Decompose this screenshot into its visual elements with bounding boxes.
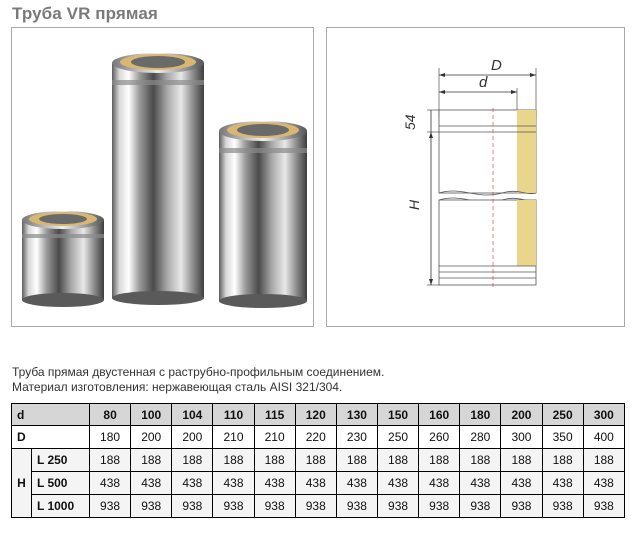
cell-d: 160 (419, 404, 460, 426)
cell-D: 210 (213, 426, 254, 449)
product-description (12, 365, 384, 395)
cell-H: 438 (501, 472, 542, 495)
cell-d: 100 (131, 404, 172, 426)
row-label-d: d (12, 404, 90, 426)
page-title: Труба VR прямая (12, 4, 158, 23)
label-d: d (479, 74, 488, 91)
cell-D: 300 (501, 426, 542, 449)
cell-d: 120 (295, 404, 336, 426)
cell-H: 438 (419, 472, 460, 495)
cell-H: 188 (254, 449, 295, 472)
technical-drawing (326, 27, 625, 327)
pipe-medium (219, 121, 307, 308)
cell-D: 200 (172, 426, 213, 449)
specs-table (11, 403, 625, 518)
cell-d: 110 (213, 404, 254, 426)
label-D: D (491, 57, 502, 74)
cell-H: 188 (501, 449, 542, 472)
pipe-cross-section-drawing (327, 28, 626, 328)
cell-d: 200 (501, 404, 542, 426)
label-54: 54 (402, 114, 418, 130)
cell-H: 938 (131, 495, 172, 518)
cell-D: 210 (254, 426, 295, 449)
cell-d: 300 (583, 404, 624, 426)
cell-H: 438 (213, 472, 254, 495)
description-line-1: Труба прямая двустенная с раструбно-профильным соединением. (12, 365, 385, 379)
cell-H: 938 (460, 495, 501, 518)
cell-H: 938 (90, 495, 131, 518)
cell-H: 188 (213, 449, 254, 472)
cell-H: 188 (336, 449, 377, 472)
cell-H: 938 (419, 495, 460, 518)
label-H: H (406, 199, 422, 210)
pipe-small (22, 211, 104, 307)
cell-d: 115 (254, 404, 295, 426)
cell-D: 200 (131, 426, 172, 449)
cell-H: 188 (90, 449, 131, 472)
row-label-D: D (12, 426, 90, 449)
cell-H: 188 (131, 449, 172, 472)
cell-H: 938 (583, 495, 624, 518)
description-line-2: Материал изготовления: нержавеющая сталь AISI 321/304. (12, 380, 343, 394)
table-row-H (12, 495, 625, 518)
cell-H: 938 (501, 495, 542, 518)
table-row-H (12, 449, 625, 472)
cell-d: 130 (336, 404, 377, 426)
cell-H: 188 (295, 449, 336, 472)
row-label-H: H (12, 449, 32, 518)
cell-H: 438 (131, 472, 172, 495)
cell-H: 938 (295, 495, 336, 518)
cell-H: 938 (377, 495, 418, 518)
cell-H: 188 (419, 449, 460, 472)
cell-d: 150 (377, 404, 418, 426)
cell-H: 438 (542, 472, 583, 495)
cell-H: 938 (542, 495, 583, 518)
cell-H: 438 (254, 472, 295, 495)
row-sublabel-H: L 1000 (32, 495, 90, 518)
table-row-H (12, 472, 625, 495)
cell-d: 250 (542, 404, 583, 426)
cell-D: 250 (377, 426, 418, 449)
cell-H: 438 (90, 472, 131, 495)
cell-H: 188 (583, 449, 624, 472)
row-sublabel-H: L 500 (32, 472, 90, 495)
pipe-photo-illustration (12, 28, 315, 328)
pipe-tall (112, 53, 204, 305)
cell-H: 938 (254, 495, 295, 518)
cell-H: 188 (542, 449, 583, 472)
cell-D: 280 (460, 426, 501, 449)
cell-d: 80 (90, 404, 131, 426)
cell-D: 230 (336, 426, 377, 449)
cell-d: 180 (460, 404, 501, 426)
cell-H: 438 (583, 472, 624, 495)
cell-H: 438 (172, 472, 213, 495)
cell-H: 188 (460, 449, 501, 472)
cell-H: 938 (336, 495, 377, 518)
insulation-upper (517, 110, 536, 193)
cell-D: 220 (295, 426, 336, 449)
table-row-d (12, 404, 625, 426)
cell-D: 180 (90, 426, 131, 449)
cell-H: 438 (295, 472, 336, 495)
cell-H: 438 (336, 472, 377, 495)
cell-D: 350 (542, 426, 583, 449)
cell-D: 400 (583, 426, 624, 449)
cell-H: 938 (213, 495, 254, 518)
cell-H: 438 (377, 472, 418, 495)
insulation-lower (517, 200, 536, 266)
cell-H: 188 (172, 449, 213, 472)
cell-D: 260 (419, 426, 460, 449)
row-sublabel-H: L 250 (32, 449, 90, 472)
cell-H: 438 (460, 472, 501, 495)
cell-H: 938 (172, 495, 213, 518)
cell-d: 104 (172, 404, 213, 426)
product-photo (11, 27, 314, 327)
table-row-D (12, 426, 625, 449)
cell-H: 188 (377, 449, 418, 472)
